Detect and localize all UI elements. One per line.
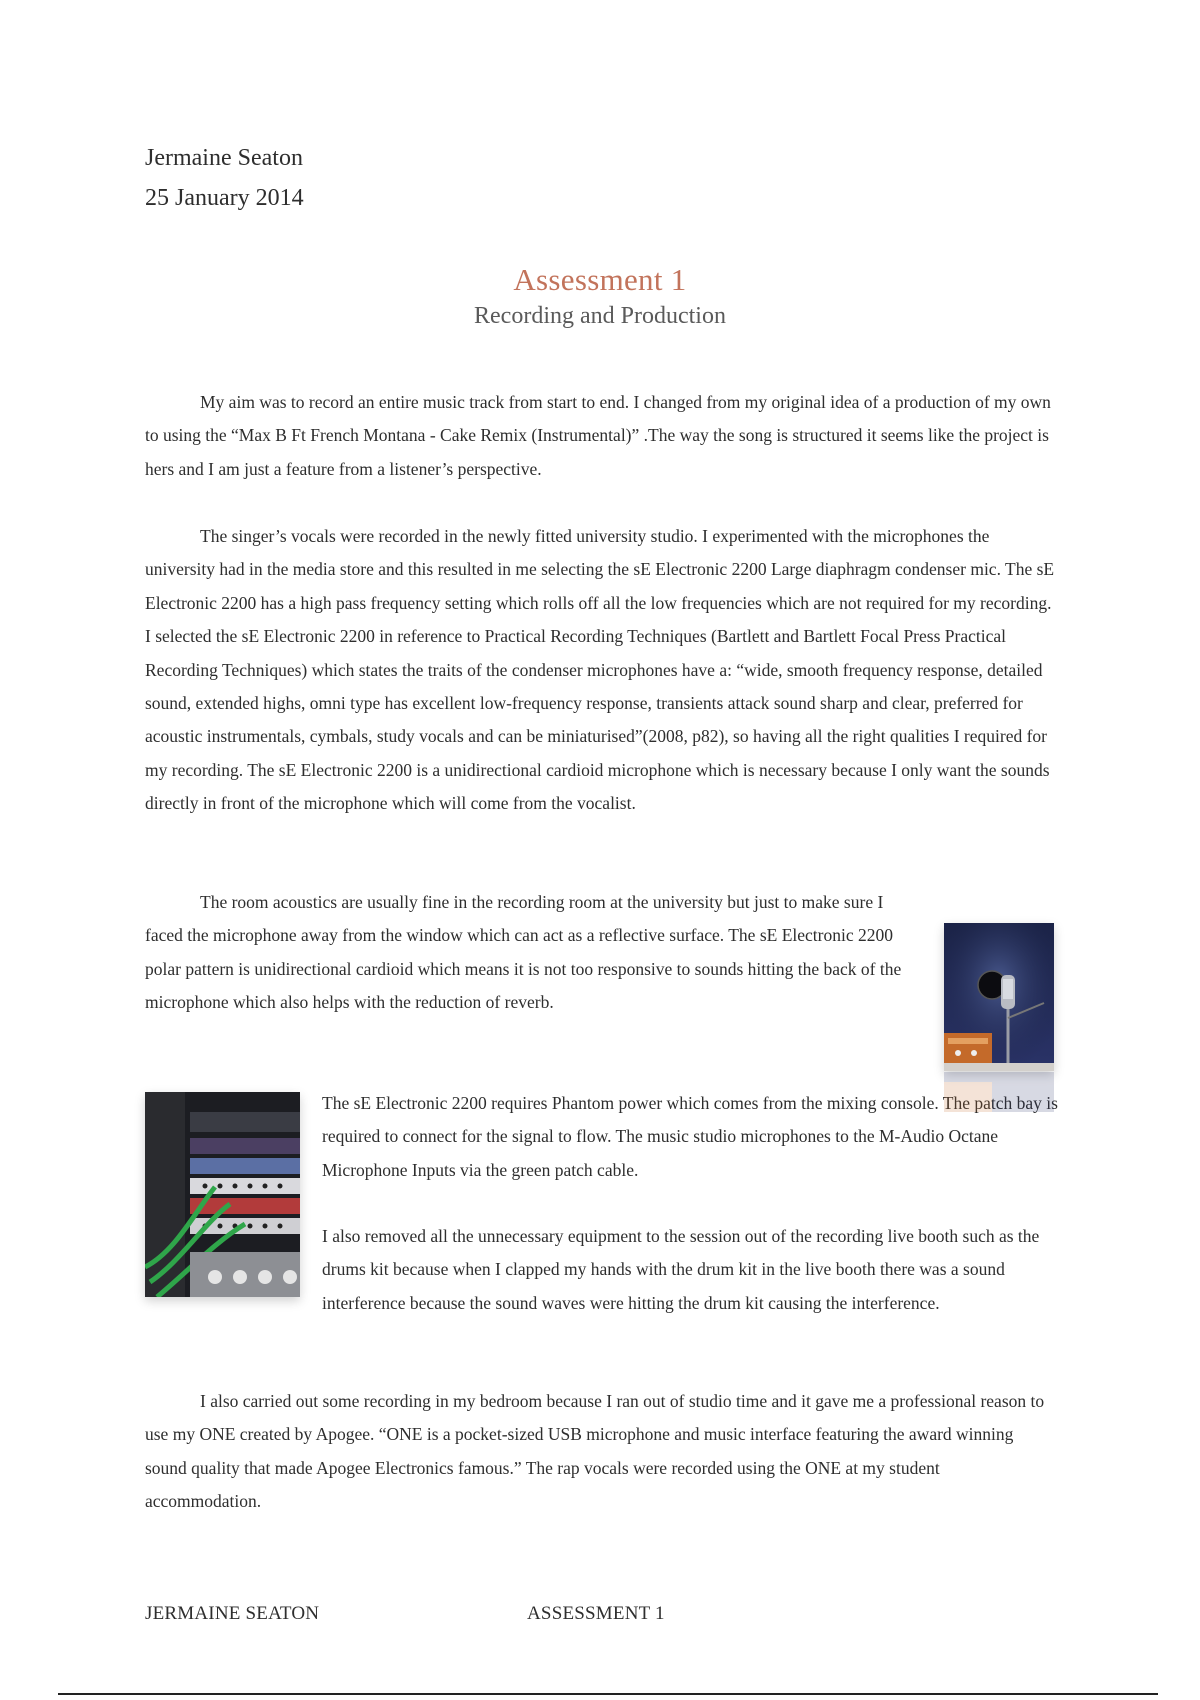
paragraph-text: I also carried out some recording in my bedroom because I ran out of studio time and it gave me a professional reason to use my ONE created by Apogee. “ONE is a pocket-sized USB microphone and music interface featuring the award winning sound quality that made Apogee Electronics famous.” The rap vocals were recorded using the ONE at my student accommodation. [145, 1391, 1045, 1512]
paragraph-text: The sE Electronic 2200 requires Phantom power which comes from the mixing console. The patch bay is required to connect for the signal to flow. The music studio microphones to the M-Audio Octane Microphone Inputs via the green patch cable. [322, 1093, 1058, 1180]
paragraph-aim [145, 386, 1055, 486]
paragraph-room-acoustics [145, 886, 915, 1020]
document-date: 25 January 2014 [145, 185, 304, 211]
paragraph-text: The singer’s vocals were recorded in the newly fitted university studio. I experimented with the microphones the university had in the media store and this resulted in me selecting the sE Electronic 2200 Large diaphragm condenser mic. The sE Electronic 2200 has a high pass frequency setting which rolls off all the low frequencies which are not required for my recording. I selected the sE Electronic 2200 in reference to Practical Recording Techniques (Bartlett and Bartlett Focal Press Practical Recording Techniques) which states the traits of the condenser microphones have a: “wide, smooth frequency response, detailed sound, extended highs, omni type has excellent low-frequency response, transients attack sound sharp and clear, preferred for acoustic instrumentals, cymbals, study vocals and can be miniaturised”(2008, p82), so having all the right qualities I required for my recording. The sE Electronic 2200 is a unidirectional cardioid microphone which is necessary because I only want the sounds directly in front of the microphone which will come from the vocalist. [145, 526, 1055, 814]
footer-divider [58, 1693, 1158, 1695]
footer-assessment: ASSESSMENT 1 [527, 1603, 665, 1624]
footer-author: JERMAINE SEATON [145, 1603, 320, 1624]
paragraph-bedroom-recording [145, 1385, 1055, 1519]
document-title: Assessment 1 [513, 262, 687, 297]
document-subtitle: Recording and Production [474, 303, 726, 329]
author-name: Jermaine Seaton [145, 145, 303, 171]
paragraph-text: I also removed all the unnecessary equipment to the session out of the recording live booth such as the drums kit because when I clapped my hands with the drum kit in the live booth there was a sound interference because the sound waves were hitting the drum kit causing the interference. [322, 1226, 1040, 1313]
paragraph-text: My aim was to record an entire music track from start to end. I changed from my original idea of a production of my own to using the “Max B Ft French Montana - Cake Remix (Instrumental)” .The way the song is structured it seems like the project is hers and I am just a feature from a listener’s perspective. [145, 392, 1051, 479]
paragraph-vocals [145, 520, 1055, 821]
microphone-photo-reflection [944, 1072, 1054, 1112]
paragraph-text: The room acoustics are usually fine in the recording room at the university but just to make sure I faced the microphone away from the window which can act as a reflective surface. The sE Electronic 2200 polar pattern is unidirectional cardioid which means it is not too responsive to sounds hitting the back of the microphone which also helps with the reduction of reverb. [145, 892, 902, 1013]
microphone-photo [944, 923, 1054, 1071]
patch-bay-photo [145, 1092, 300, 1297]
